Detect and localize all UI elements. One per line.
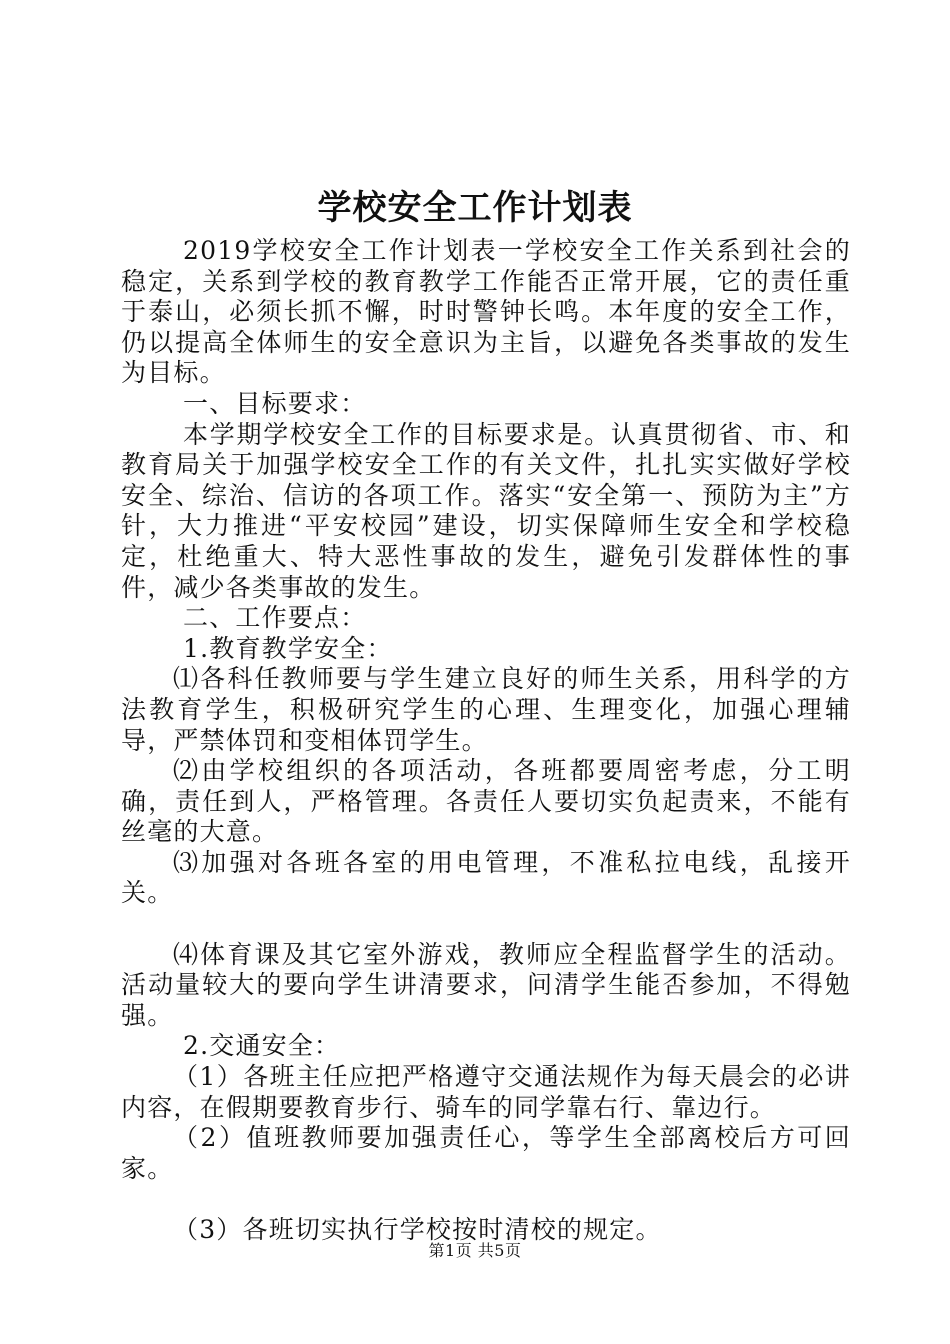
document-body — [121, 236, 851, 1246]
teaching-item-3: ⑶加强对各班各室的用电管理，不准私拉电线，乱接开关。 — [121, 847, 851, 908]
teaching-item-1: ⑴各科任教师要与学生建立良好的师生关系，用科学的方法教育学生，积极研究学生的心理、生理变化，加强心理辅导，严禁体罚和变相体罚学生。 — [121, 664, 851, 755]
intro-paragraph: 2019学校安全工作计划表一学校安全工作关系到社会的稳定，关系到学校的教育教学工作能否正常开展，它的责任重于泰山，必须长抓不懈，时时警钟长鸣。本年度的安全工作，仍以提高全体师生的安全意识为主旨，以避免各类事故的发生为目标。 — [121, 236, 851, 388]
section-heading-key-points: 二、工作要点： — [183, 603, 367, 633]
teaching-item-4: ⑷体育课及其它室外游戏，教师应全程监督学生的活动。活动量较大的要向学生讲清要求，问清学生能否参加，不得勉强。 — [121, 939, 851, 1030]
teaching-item-2: ⑵由学校组织的各项活动，各班都要周密考虑，分工明确，责任到人，严格管理。各责任人要切实负起责来，不能有丝毫的大意。 — [121, 756, 851, 847]
goals-paragraph: 本学期学校安全工作的目标要求是。认真贯彻省、市、和教育局关于加强学校安全工作的有关文件，扎扎实实做好学校安全、综治、信访的各项工作。落实“安全第一、预防为主”方针，大力推进“平安校园”建设，切实保障师生安全和学校稳定，杜绝重大、特大恶性事故的发生，避免引发群体性的事件，减少各类事故的发生。 — [121, 419, 851, 602]
subheading-teaching-safety: 1.教育教学安全： — [183, 633, 393, 663]
traffic-item-2: （2）值班教师要加强责任心，等学生全部离校后方可回家。 — [121, 1123, 851, 1183]
page-number-footer: 第1页 共5页 — [428, 1241, 522, 1260]
document-title: 学校安全工作计划表 — [317, 188, 633, 228]
subheading-traffic-safety: 2.交通安全： — [183, 1031, 341, 1061]
traffic-item-1: （1）各班主任应把严格遵守交通法规作为每天晨会的必讲内容，在假期要教育步行、骑车的同学靠右行、靠边行。 — [121, 1062, 851, 1122]
section-heading-goals: 一、目标要求： — [183, 388, 367, 418]
traffic-item-3: （3）各班切实执行学校按时清校的规定。 — [173, 1215, 662, 1244]
